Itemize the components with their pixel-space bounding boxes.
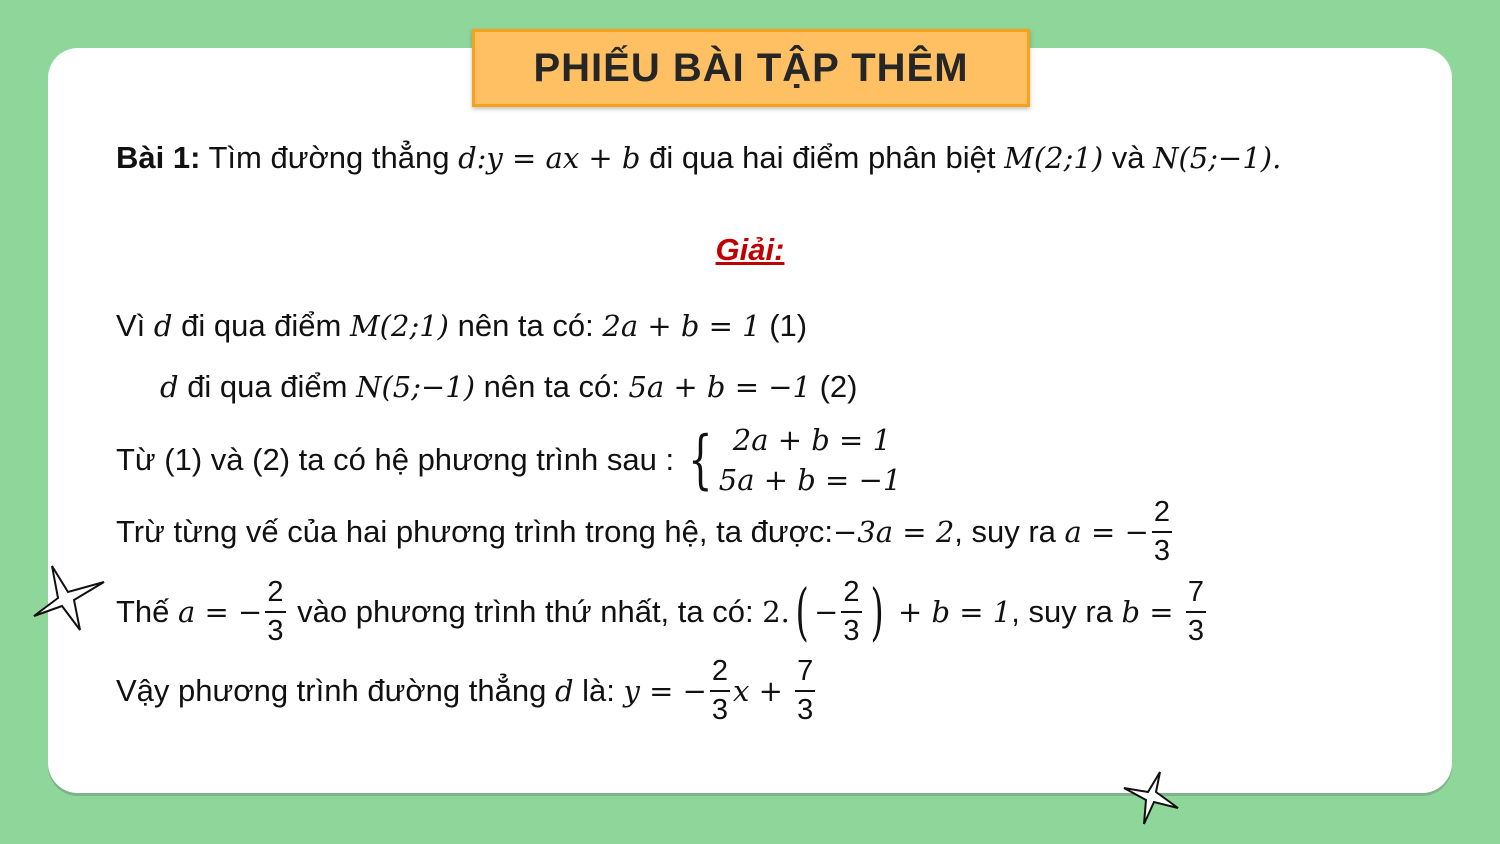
fraction-numerator: 7 bbox=[1186, 578, 1206, 613]
brace-symbol: { bbox=[688, 423, 713, 497]
math-expression: x + bbox=[733, 674, 793, 708]
solution-heading: Giải: bbox=[715, 232, 785, 267]
fraction-numerator: 7 bbox=[795, 657, 815, 692]
solution-line-2 bbox=[160, 369, 857, 405]
fraction-denominator: 3 bbox=[267, 615, 284, 647]
solution-line-6 bbox=[116, 657, 818, 725]
solution-line-3 bbox=[116, 420, 901, 500]
fraction-denominator: 3 bbox=[1153, 535, 1171, 567]
solution-text: nên ta có: bbox=[475, 369, 629, 404]
star-outline-icon bbox=[1120, 768, 1184, 828]
equation-system bbox=[680, 420, 901, 500]
fraction-numerator: 2 bbox=[265, 578, 285, 613]
math-expression: d:y = ax + b bbox=[458, 141, 641, 175]
solution-text: , suy ra bbox=[954, 514, 1065, 549]
system-equation-1: 2a + b = 1 bbox=[732, 423, 892, 457]
solution-line-4 bbox=[116, 498, 1175, 566]
math-expression: + b = 1 bbox=[888, 595, 1012, 629]
fraction-denominator: 3 bbox=[843, 615, 860, 647]
math-expression: d bbox=[554, 674, 574, 708]
right-paren-symbol: ) bbox=[869, 575, 884, 648]
fraction bbox=[265, 578, 285, 646]
solution-text: Vậy phương trình đường thẳng bbox=[116, 673, 555, 708]
solution-text: là: bbox=[573, 673, 624, 708]
solution-text: nên ta có: bbox=[448, 308, 603, 343]
star-outline-icon bbox=[30, 560, 110, 636]
fraction-numerator: 2 bbox=[1152, 498, 1172, 533]
solution-text: vào phương trình thứ nhất, ta có: bbox=[288, 594, 763, 629]
equation-number: (2) bbox=[810, 369, 858, 404]
fraction bbox=[1152, 498, 1172, 566]
math-expression: 5a + b = −1 bbox=[628, 370, 811, 404]
math-expression: M(2;1) bbox=[349, 309, 449, 343]
solution-text: , suy ra bbox=[1011, 594, 1122, 629]
fraction bbox=[795, 657, 815, 725]
problem-text: đi qua hai điểm phân biệt bbox=[640, 140, 1005, 175]
fraction bbox=[710, 657, 730, 725]
math-expression: a = − bbox=[1064, 515, 1149, 549]
math-expression: −3a = 2 bbox=[833, 515, 955, 549]
math-expression: d bbox=[160, 370, 179, 404]
fraction-numerator: 2 bbox=[710, 657, 730, 692]
problem-text: Tìm đường thẳng bbox=[200, 140, 459, 175]
math-expression: N(5;−1) bbox=[356, 370, 476, 404]
fraction bbox=[841, 578, 861, 646]
math-expression: M(2;1) bbox=[1004, 141, 1104, 175]
system-rows bbox=[719, 420, 902, 500]
solution-line-5 bbox=[116, 575, 1209, 648]
fraction-denominator: 3 bbox=[1187, 615, 1204, 647]
problem-statement bbox=[116, 140, 1281, 176]
equation-number: (1) bbox=[760, 308, 808, 343]
solution-text: Từ (1) và (2) ta có hệ phương trình sau : bbox=[116, 442, 675, 477]
page-title: PHIẾU BÀI TẬP THÊM bbox=[472, 29, 1030, 107]
problem-text: và bbox=[1103, 140, 1154, 175]
solution-text: đi qua điểm bbox=[178, 369, 357, 404]
fraction-denominator: 3 bbox=[711, 694, 729, 726]
problem-label: Bài 1: bbox=[116, 140, 201, 175]
left-paren-symbol: ( bbox=[795, 575, 809, 648]
solution-text: Vì bbox=[116, 308, 154, 343]
math-expression: N(5;−1). bbox=[1153, 141, 1282, 175]
system-equation-2: 5a + b = −1 bbox=[718, 463, 902, 497]
solution-text: Trừ từng vế của hai phương trình trong hệ, ta được: bbox=[116, 514, 834, 549]
fraction-denominator: 3 bbox=[797, 694, 814, 726]
math-expression: y = − bbox=[623, 674, 707, 708]
solution-line-1 bbox=[116, 308, 807, 344]
solution-text: Thế bbox=[116, 594, 179, 629]
math-expression: a = − bbox=[178, 595, 263, 629]
math-expression: d bbox=[153, 309, 173, 343]
math-expression: − bbox=[814, 595, 839, 629]
math-expression: 2a + b = 1 bbox=[602, 309, 761, 343]
math-expression: b = bbox=[1121, 595, 1183, 629]
math-expression: 2. bbox=[762, 595, 790, 629]
solution-text: đi qua điểm bbox=[172, 308, 350, 343]
fraction bbox=[1186, 578, 1206, 646]
fraction-numerator: 2 bbox=[841, 578, 861, 613]
